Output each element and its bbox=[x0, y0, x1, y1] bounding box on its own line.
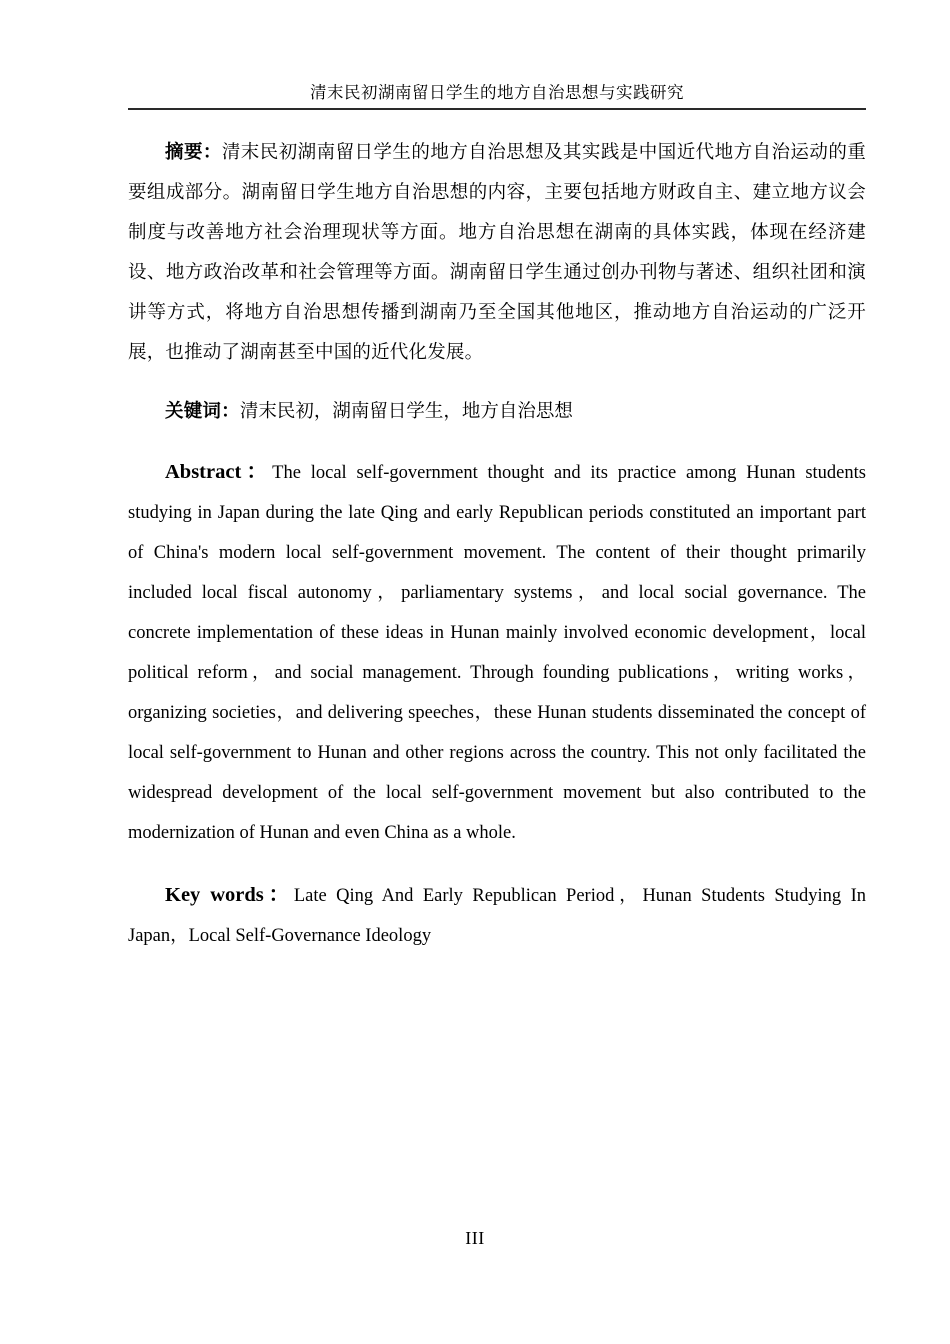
chinese-keywords-line bbox=[128, 391, 866, 432]
running-header bbox=[128, 82, 866, 110]
chinese-keywords-colon: ： bbox=[221, 400, 240, 421]
header-divider bbox=[128, 108, 866, 110]
english-abstract-label: Abstract bbox=[165, 461, 242, 483]
chinese-abstract-colon: ： bbox=[202, 141, 222, 162]
chinese-abstract-paragraph bbox=[128, 132, 866, 373]
chinese-abstract-label: 摘要 bbox=[165, 141, 203, 162]
chinese-keywords-label: 关键词 bbox=[165, 400, 222, 421]
english-keywords-colon: ： bbox=[263, 884, 294, 906]
english-abstract-text: The local self-government thought and its practice among Hunan students studying in Japan during the late Qing and early Republican periods constituted an important part of China's modern local self-government movement. The content of their thought primarily included local fiscal autonomy，parliamentary systems，and local social governance. The concrete implementation of these ideas in Hunan mainly involved economic development，local political reform，and social management. Through founding publications，writing works，organizing societies，and delivering speeches，these Hunan students disseminated the concept of local self-government to Hunan and other regions across the country. This not only facilitated the widespread development of the local self-government movement but also contributed to the modernization of Hunan and even China as a whole. bbox=[128, 463, 866, 843]
page-number: III bbox=[465, 1228, 485, 1248]
english-keywords-text: Late Qing And Early Republican Period，Hunan Students Studying In Japan，Local Self-Governance Ideology bbox=[128, 886, 867, 946]
document-body bbox=[128, 132, 866, 956]
english-keywords-label: Key words bbox=[165, 884, 264, 906]
page-footer bbox=[0, 1228, 950, 1249]
english-keywords-line bbox=[128, 875, 866, 956]
header-title: 清末民初湖南留日学生的地方自治思想与实践研究 bbox=[310, 83, 684, 102]
english-abstract-paragraph bbox=[128, 452, 866, 853]
chinese-keywords-text: 清末民初，湖南留日学生，地方自治思想 bbox=[239, 402, 573, 422]
english-abstract-colon: ： bbox=[241, 461, 273, 483]
chinese-abstract-text: 清末民初湖南留日学生的地方自治思想及其实践是中国近代地方自治运动的重要组成部分。湖南留日学生地方自治思想的内容，主要包括地方财政自主、建立地方议会制度与改善地方社会治理现状等方面。地方自治思想在湖南的具体实践，体现在经济建设、地方政治改革和社会管理等方面。湖南留日学生通过创办刊物与著述、组织社团和演讲等方式，将地方自治思想传播到湖南乃至全国其他地区，推动地方自治运动的广泛开展，也推动了湖南甚至中国的近代化发展。 bbox=[128, 143, 866, 363]
